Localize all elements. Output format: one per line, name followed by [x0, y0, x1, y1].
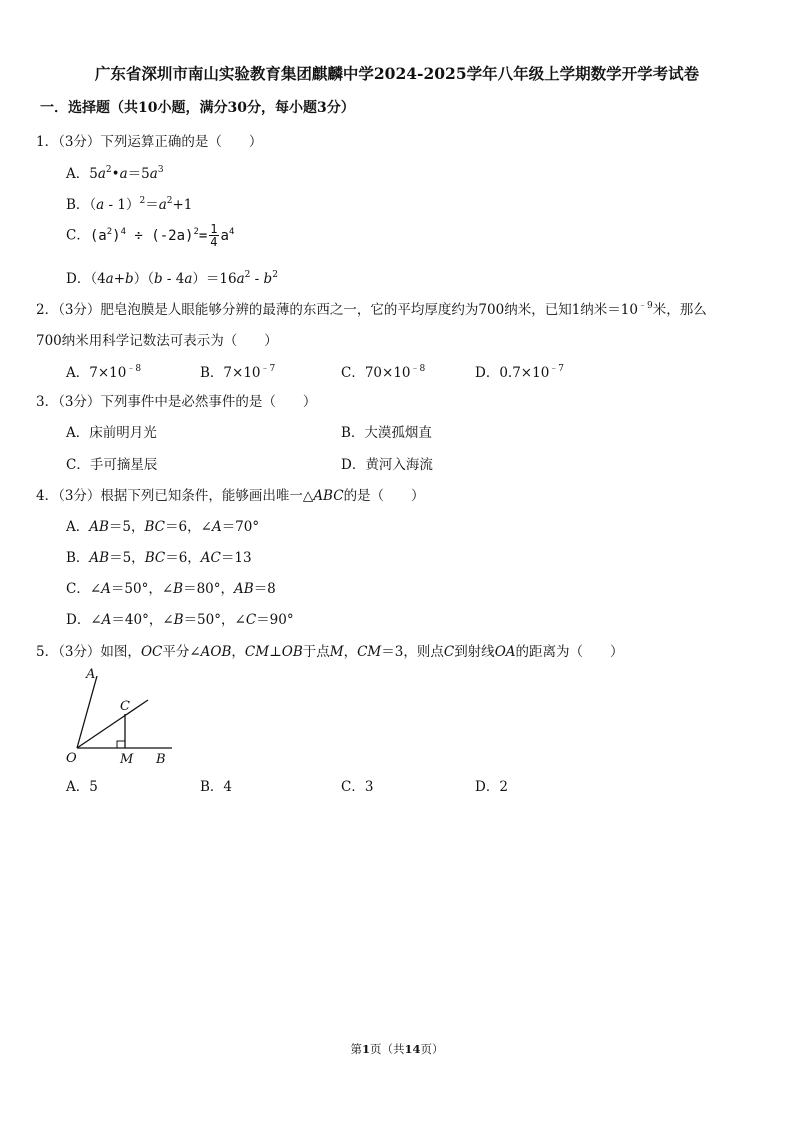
label-b: B — [156, 752, 166, 767]
q5-option-a: A．5 — [66, 779, 98, 795]
question-5-stem: 5．（3分）如图，OC平分∠AOB，CM⊥OB于点M，CM＝3，则点C到射线OA的距离为（ ） — [36, 644, 624, 660]
question-4-stem: 4．（3分）根据下列已知条件，能够画出唯一△ABC的是（ ） — [36, 488, 425, 504]
question-2-stem-line2: 700纳米用科学记数法可表示为（ ） — [36, 333, 278, 349]
q2-option-c: C．$70\times 10^{﹣8}$ — [341, 364, 426, 381]
q3-option-b: B．大漠孤烟直 — [341, 425, 432, 441]
q4-option-c: C．∠A＝50°，∠B＝80°，AB＝8 — [66, 581, 276, 597]
q5-option-c: C．3 — [341, 779, 374, 795]
q1-option-d: D．$(4a+b)(b - 4a)=16a^2 - b^2$ — [66, 270, 278, 287]
q5-option-b: B．4 — [200, 779, 233, 795]
angle-bisector-figure — [60, 662, 190, 770]
section-heading: 一．选择题（共10小题，满分30分，每小题3分） — [40, 100, 355, 116]
q1-option-b: B．$(a - 1)^2=a^2+1$ — [66, 196, 193, 213]
q3-option-c: C．手可摘星辰 — [66, 457, 158, 473]
label-a: A — [86, 667, 96, 682]
exam-title: 广东省深圳市南山实验教育集团麒麟中学2024-2025学年八年级上学期数学开学考试卷 — [94, 64, 700, 83]
q4-option-b: B．AB＝5，BC＝6，AC＝13 — [66, 550, 252, 566]
fraction-one-quarter: $\frac{1}{4}$ — [210, 222, 218, 249]
q1-option-a: A．$5a^2•a=5a^3$ — [66, 165, 164, 182]
q4-option-a: A．AB＝5，BC＝6，∠A＝70° — [66, 519, 260, 535]
page-number: 1 — [361, 1042, 370, 1056]
question-3-stem: 3．（3分）下列事件中是必然事件的是（ ） — [36, 394, 317, 410]
page-footer: 第1页（共14页） — [350, 1042, 444, 1056]
label-o: O — [66, 751, 77, 766]
label-c: C — [120, 699, 130, 714]
q2-option-a: A．$7\times 10^{﹣8}$ — [66, 364, 142, 381]
q1-option-c: C．$(a^2)^4 \div (-2a)^2=$ $\frac{1}{4}$ $a^4$ — [66, 222, 235, 249]
label-m: M — [120, 752, 134, 767]
question-1-stem: 1．（3分）下列运算正确的是（ ） — [36, 134, 263, 150]
q3-option-d: D．黄河入海流 — [341, 457, 433, 473]
right-angle-mark — [117, 741, 125, 748]
q5-option-d: D．2 — [475, 779, 508, 795]
q4-option-d: D．∠A＝40°，∠B＝50°，∠C＝90° — [66, 612, 294, 628]
question-2-stem-line1: 2．（3分）肥皂泡膜是人眼能够分辨的最薄的东西之一，它的平均厚度约为700纳米，已知1纳米$=10^{﹣9}$米，那么 — [36, 301, 707, 318]
page-total: 14 — [404, 1042, 421, 1056]
q2-option-b: B．$7\times 10^{﹣7}$ — [200, 364, 276, 381]
q2-option-d: D．$0.7\times 10^{﹣7}$ — [475, 364, 565, 381]
ray-oc — [77, 700, 148, 748]
q3-option-a: A．床前明月光 — [66, 425, 157, 441]
